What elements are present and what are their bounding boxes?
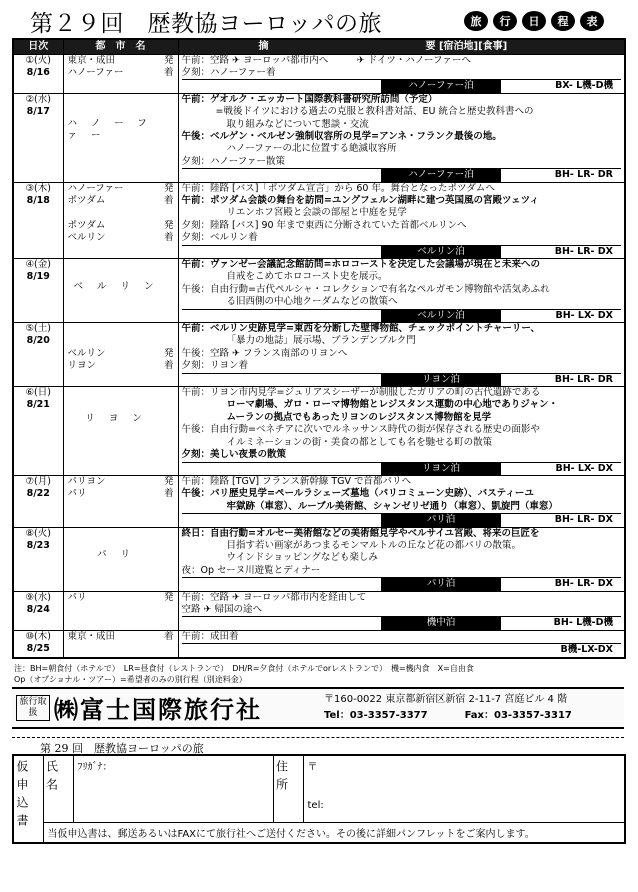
schedule-line [182,119,622,131]
city-action: 着 [163,232,174,244]
schedule-line [182,106,622,118]
day-number: ④(金) [25,259,51,270]
schedule-text: る旧西側の中心地クーダムなどの散策へ [226,296,398,308]
day-date: 8/24 [26,603,50,615]
schedule-line [182,348,622,360]
itinerary-day-row [13,630,625,657]
form-title: 第 29 回 歴教協ヨーロッパの旅 [40,741,204,755]
schedule-text: ウインドショッピングなども楽しみ [226,552,378,564]
schedule-text: ムーランの拠点でもあったリヨンのレジスタンス博物館を見学 [226,411,492,423]
schedule-line [182,94,622,106]
itinerary-day-row [13,527,625,591]
form-side-text: 仮申込書 [15,759,29,832]
company-name: ㈱富士国際旅行社 [54,695,262,725]
meal-code: BH- LX- DX [555,462,613,474]
schedule-line [182,565,622,577]
day-number: ⑨(水) [25,591,51,603]
address-label-cell [273,755,303,823]
city-action: 発 [163,182,174,194]
day-number: ⑤(土) [25,323,51,335]
city-line [68,220,174,232]
schedule-text: 午前：陸路 [バス]「ポツダム宣言」から 60 年。舞台となったポツダムへ [181,182,495,194]
itinerary-body [13,54,625,658]
schedule-line [182,131,622,143]
city-name: 東京・成田 [67,54,116,66]
city-cell [63,93,178,182]
day-number: ⑥(日) [25,387,51,399]
city-action: 発 [163,219,174,231]
schedule-line [182,271,622,283]
schedule-text: 午前：成田着 [181,630,239,642]
day-cell [13,591,63,630]
itinerary-table [12,38,626,659]
day-date: 8/23 [26,539,50,551]
schedule-cell [178,630,625,657]
company-address: 〒160-0022 東京都新宿区新宿 2-11-7 宮庭ビル 4 階 [324,693,568,705]
schedule-line [182,335,622,347]
schedule-line [182,156,622,168]
stay-label: パリ泊 [381,514,501,526]
badge-char: 表 [580,11,604,31]
schedule-text: 午後：パリ歴史見学=ペールラシェーズ墓地（パリコミューン史跡）、バスティーユ [181,488,534,500]
schedule-text: 「暴力の地誌」展示場、ブランデンブルク門 [226,335,416,347]
accommodation-row [182,245,622,258]
schedule-line [182,449,622,461]
city-action: 発 [163,54,174,66]
schedule-cell [178,259,625,323]
city-line [68,592,174,604]
stay-label: ハノーファー泊 [381,169,501,181]
schedule-text: 取り組みなどについて懇談・交流 [226,118,369,130]
city-line [68,232,174,244]
city-name: ポツダム [67,194,106,206]
badge-char: 程 [551,11,575,31]
company-bar [12,687,624,729]
accommodation-row [182,643,622,656]
schedule-line [182,631,622,643]
city-cell [63,54,178,93]
schedule-line [182,259,622,271]
day-date: 8/21 [26,399,50,411]
city-cell [63,323,178,387]
name-field[interactable] [73,755,273,823]
schedule-line [182,195,622,207]
badge-char: 行 [493,11,517,31]
day-number: ⑦(月) [25,475,51,487]
name-label: 氏名 [44,759,59,796]
schedule-line [182,232,622,244]
schedule-line [182,183,622,195]
schedule-line [182,412,622,424]
schedule-text: ハノーファーの北に位置する絶滅収容所 [226,143,397,155]
schedule-cell [178,387,625,476]
schedule-cell [178,182,625,258]
city-action: 発 [163,475,174,487]
badge-char: 日 [522,11,546,31]
city-line [68,55,174,67]
table-header [13,39,625,54]
stay-label: パリ泊 [381,578,501,590]
schedule-text: 午前：ゲオルク・エッカート国際教科書研究所訪問（予定） [181,93,438,105]
schedule-line [182,220,622,232]
city-cell [63,387,178,476]
schedule-text: 午前：ヴァンゼー会議記念館訪問=ホロコーストを決定した会議場が現在と未来への [181,259,541,270]
day-cell [13,259,63,323]
day-cell [13,93,63,182]
city-action: 発 [163,347,174,359]
city-cell [63,630,178,657]
form-footer-note: 当仮申込書は、郵送あるいはFAXにて旅行社へご送付ください。その後に詳細パンフレットをご案内します。 [43,823,625,844]
furigana-label: ﾌﾘｶﾞﾅ： [77,761,113,773]
city-name: パリ [96,549,144,561]
city-line [68,207,174,219]
schedule-text: イルミネーションの街・美食の都としても名を馳せる町の散策 [226,436,493,448]
city-line [68,360,174,372]
accommodation-row [182,577,622,590]
schedule-text: =戦後ドイツにおける過去の克服と教科書対話、EU 統合と歴史教科書への [215,106,534,118]
city-name: リヨン [67,360,97,372]
schedule-cell [178,93,625,182]
day-number: ②(水) [25,93,51,105]
day-date: 8/19 [26,271,50,283]
day-cell [13,630,63,657]
day-date: 8/16 [26,66,50,78]
stay-label: ハノーファー泊 [381,80,501,92]
itinerary-day-row [13,54,625,93]
itinerary-day-row [13,591,625,630]
stay-label: ベルリン泊 [381,310,501,322]
schedule-line [182,67,622,79]
header-city: 都 市 名 [63,39,178,54]
itinerary-day-row [13,93,625,182]
itinerary-day-row [13,475,625,527]
zip-label: 〒 [307,761,318,773]
meal-code: BH- LR- DR [554,373,613,385]
schedule-text: 午後：自由行動=古代ペルシャ・コレクションで有名なペルガモン博物館や活気あふれ [181,283,550,295]
schedule-text: 夕刻：美しい夜景の散策 [181,449,287,461]
city-name: ベルリン [73,280,168,292]
schedule-line [182,552,622,564]
title-row [12,6,624,36]
day-cell [13,527,63,591]
header-note: [宿泊地][食事] [438,40,508,52]
schedule-text: 終日：自由行動=オルセー美術館などの美術館見学やベルサイユ宮殿、将来の巨匠を [181,527,540,539]
schedule-line [182,476,622,488]
city-line [68,323,174,335]
address-label: 住所 [274,759,289,796]
schedule-line [182,207,622,219]
city-action: 着 [163,194,174,206]
city-action: 着 [163,66,174,78]
day-date: 8/22 [26,488,50,500]
city-name: パリヨン [67,475,106,487]
city-name: ハノーファー [67,182,124,194]
schedule-line [182,540,622,552]
schedule-text: 夕刻：ハノーファー散策 [181,155,286,167]
schedule-text: 午後：ベルゲン・ベルゼン強制収容所の見学=アンネ・フランク最後の地。 [181,130,502,142]
meal-code: BH- LX- DX [555,309,613,321]
schedule-text: 夜：Op セーヌ川遊覧とディナー [181,564,321,576]
schedule-text: 午前：リヨン市内見学=ジュリアスシーザーが制服したガリアの町の古代遺跡である [181,387,541,399]
city-cell [63,259,178,323]
schedule-cell [178,527,625,591]
stay-label: リヨン泊 [381,463,501,475]
city-action: 着 [163,360,174,372]
badge-char: 旅 [464,11,488,31]
accommodation-row [182,462,622,475]
schedule-line [182,399,622,411]
schedule-text: 空路 ✈ 帰国の途へ [181,603,262,615]
schedule-text: 牢獄跡（車窓）、ルーブル美術館、シャンゼリゼ通り（車窓）、凱旋門（車窓） [226,500,558,512]
city-name: パリ [67,591,87,603]
schedule-text: 午前：ベルリン史跡見学=東西を分断した壁博物館、チェックポイントチャーリー、 [181,323,541,335]
schedule-text: 午後：空路 ✈ フランス南部のリヨンへ [181,347,348,359]
day-date: 8/20 [26,335,50,347]
meal-code: BH- L機-D機 [553,617,613,629]
company-phones [324,708,572,724]
company-tel: Tel：03-3357-3377 [324,709,428,721]
accommodation-row [182,513,622,526]
day-date: 8/18 [26,194,50,206]
notes [12,659,624,685]
schedule-text: 午前：空路 ✈ ヨーロッパ都市内へ ✈ ドイツ・ハノーファーへ [181,54,471,66]
city-line [68,335,174,347]
address-field[interactable] [303,755,625,823]
note-line: 注：BH=朝食付（ホテルで） LR=昼食付（レストランで） DH/R=夕食付（ホテルでorレストランで） 機=機内食 X=自由食 [14,663,474,673]
schedule-line [182,528,622,540]
stay-label: リヨン泊 [381,374,501,386]
meal-code: BX- L機-D機 [555,80,613,92]
schedule-cell [178,475,625,527]
city-cell [63,475,178,527]
meal-code: BH- LR- DX [554,245,613,257]
schedule-line [182,360,622,372]
itinerary-day-row [13,182,625,258]
schedule-cell [178,54,625,93]
city-cell [63,527,178,591]
schedule-cell [178,591,625,630]
schedule-text: リエンホフ宮殿と会談の部屋と中庭を見学 [226,207,407,219]
schedule-text: 夕刻：ベルリン着 [181,232,258,244]
header-sched [178,39,625,54]
schedule-line [182,143,622,155]
city-action: 着 [163,488,174,500]
schedule-cell [178,323,625,387]
accommodation-row [182,168,622,181]
city-name: ハノーファー [67,117,161,142]
city-name: ハノーファー [67,66,124,78]
city-line [68,183,174,195]
day-cell [13,54,63,93]
accommodation-row [182,373,622,386]
itinerary-day-row [13,387,625,476]
schedule-text: 夕刻：陸路 [バス] 90 年まで東西に分断されていた首都ベルリンへ [181,219,467,231]
meal-code: BH- LR- DR [554,169,613,181]
schedule-line [182,437,622,449]
schedule-text: 自戒をこめてホロコースト史を展示。 [226,271,388,283]
meal-code: B機-LX-DX [560,644,613,656]
schedule-text: 目指す若い画家があつまるモンマルトルの丘など花の都パリの散策。 [226,539,522,551]
city-name: ベルリン [67,347,106,359]
schedule-line [182,488,622,500]
schedule-text: ローマ劇場、ガロ・ローマ博物館とレジスタンス運動の中心地でありジャン・ [226,399,559,411]
meal-code: BH- LR- DX [554,578,613,590]
day-number: ⑩(木) [25,630,51,642]
day-number: ①(火) [25,54,51,66]
itinerary-badges [464,11,624,31]
header-day: 日次 [13,39,63,54]
day-number: ③(木) [25,182,51,194]
schedule-line [182,296,622,308]
note-line: Op（オプショナル・ツアー）=希望者のみの別行程（別途料金） [14,674,247,684]
schedule-text: 午前：陸路 [TGV] フランス新幹線 TGV で首都パリへ [181,475,412,487]
tel-label: tel: [307,799,324,811]
schedule-text: 午後：自由行動=ベネチアに次いでルネッサンス時代の街が保存される歴史の面影や [181,424,540,436]
itinerary-day-row [13,259,625,323]
schedule-text: 午前：ポツダム会談の舞台を訪問=ユングフェルン湖畔に建つ英国風の宮殿ツェツィ [181,194,540,206]
company-fax: Fax：03-3357-3317 [464,709,572,721]
day-date: 8/25 [26,643,50,655]
city-cell [63,591,178,630]
city-name: 東京・成田 [67,630,116,642]
schedule-text: 夕刻：ハノーファー着 [181,66,276,78]
day-cell [13,182,63,258]
schedule-line [182,501,622,513]
day-date: 8/17 [26,106,50,118]
day-cell [13,387,63,476]
stay-label: ベルリン泊 [381,246,501,258]
header-req-label: 要 [425,40,436,52]
accommodation-row [182,309,622,322]
city-line [68,476,174,488]
city-name: リヨン [85,412,156,424]
application-form [12,754,626,845]
agency-tag: 旅行取扱 [16,695,50,721]
schedule-line [182,55,622,67]
city-line [68,195,174,207]
stay-label: 機中泊 [381,617,501,629]
city-name: ベルリン [67,232,106,244]
schedule-line [182,604,622,616]
city-line [68,488,174,500]
schedule-line [182,424,622,436]
day-cell [13,475,63,527]
schedule-line [182,284,622,296]
company-info [324,692,572,724]
day-cell [13,323,63,387]
meal-code: BH- LR- DX [554,514,613,526]
page-title: 第２９回 歴教協ヨーロッパの旅 [30,10,383,37]
schedule-line [182,387,622,399]
schedule-line [182,592,622,604]
city-line [68,348,174,360]
day-number: ⑧(火) [25,527,51,539]
form-side-label [13,755,43,844]
city-line [68,67,174,79]
accommodation-row [182,616,622,629]
city-cell [63,182,178,258]
city-name: パリ [67,488,87,500]
city-action: 発 [163,591,174,603]
city-name: ポツダム [67,219,106,231]
itinerary-day-row [13,323,625,387]
header-sched-label: 摘 [258,40,269,52]
city-action: 着 [163,630,174,642]
schedule-text: 午前：空路 ✈ ヨーロッパ都市内を経由して [181,591,367,603]
accommodation-row [182,79,622,92]
city-line [68,631,174,643]
name-label-cell [43,755,73,823]
schedule-line [182,323,622,335]
schedule-text: 夕刻：リヨン着 [181,360,249,372]
